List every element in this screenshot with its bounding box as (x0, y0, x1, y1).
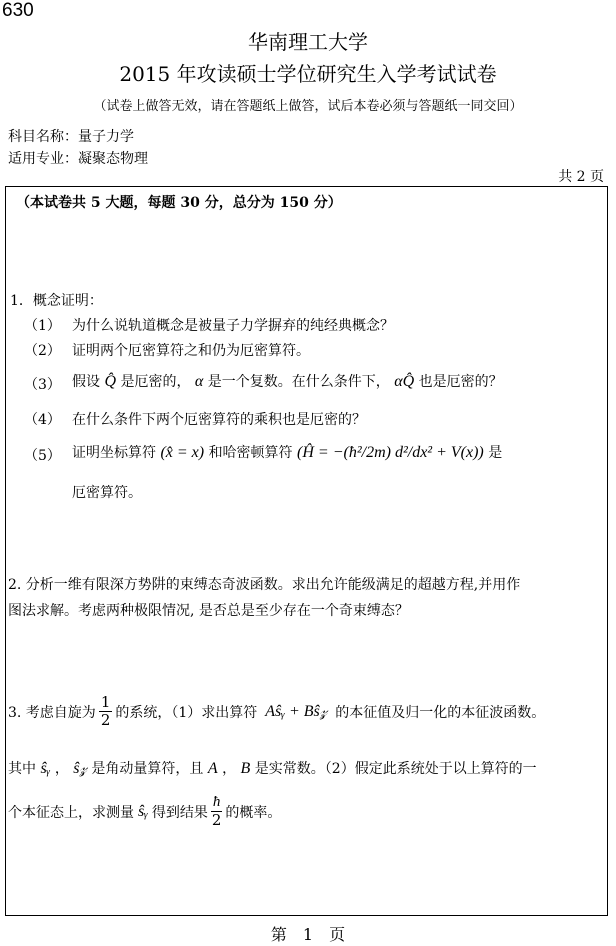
q1-part3-num: （3） (24, 377, 61, 393)
exam-title: 2015 年攻读硕士学位研究生入学考试试卷 (119, 62, 497, 86)
q3-comma: ， (54, 761, 69, 777)
q3-frac1-den: 2 (100, 711, 111, 729)
q1-part4-text: 在什么条件下两个厄密算符的乘积也是厄密的？ (72, 412, 366, 428)
q1-part5-math-hamiltonian: (Ĥ = −(ħ²/2m) d²/dx² + V(x)) (297, 444, 484, 461)
q3-fraction-half (99, 694, 113, 729)
q1-part4-num: （4） (24, 412, 61, 428)
q3-frac2-num: ħ (212, 794, 221, 810)
q3-operator: Aŝᵧ + Bŝ𝓏 (265, 702, 328, 720)
q3-frac1-num: 1 (100, 693, 111, 711)
q1-part3-text-c: 是一个复数。在什么条件下， (207, 374, 390, 390)
q1-part3 (72, 371, 503, 391)
exam-code: 630 (2, 0, 34, 21)
q3-text-c: 的本征值及归一化的本征波函数。 (335, 704, 546, 721)
q3-line3 (8, 794, 281, 829)
q1-part2-text: 证明两个厄密算符之和仍为厄密算符。 (72, 343, 310, 359)
q3-text-d: 其中 (8, 761, 36, 777)
q3-text-e: 是角动量算符，且 (91, 761, 204, 777)
q3-sy: ŝᵧ (40, 760, 51, 777)
q1-part5-math-x: (x̂ = x) (160, 444, 205, 461)
q3-text-h: 得到结果 (151, 804, 208, 821)
q1-part1-num: （1） (24, 318, 61, 334)
q1-part3-text-d: 也是厄密的？ (418, 374, 503, 390)
q1-part5-text-c: 是 (488, 445, 503, 461)
q3-line1 (8, 694, 545, 729)
q1-intro: 1．概念证明： (10, 293, 103, 309)
q2-line1: 2. 分析一维有限深方势阱的束缚态奇波函数。求出允许能级满足的超越方程,并用作 (8, 577, 521, 593)
q3-text-g: 个本征态上，求测量 (8, 804, 134, 821)
q1-part2-num: （2） (24, 343, 61, 359)
q1-part5-num: （5） (24, 448, 61, 464)
page-footer: 第 1 页 (270, 925, 346, 944)
q3-B: B (240, 760, 251, 777)
applicable-major: 适用专业：凝聚态物理 (8, 151, 148, 167)
answer-note: （试卷上做答无效，请在答题纸上做答，试后本卷必须与答题纸一同交回） (93, 99, 523, 114)
page-count: 共 2 页 (558, 169, 604, 185)
q3-fraction-hbar (211, 794, 223, 829)
q3-text-i: 的概率。 (225, 804, 282, 821)
q1-part1-text: 为什么说轨道概念是被量子力学摒弃的纯经典概念？ (72, 318, 394, 334)
q3-frac2-den: 2 (211, 811, 222, 829)
university-name: 华南理工大学 (248, 30, 368, 54)
q1-part5-text-d: 厄密算符。 (72, 485, 142, 501)
q3-text-f: 是实常数。（2）假定此系统处于以上算符的一 (254, 761, 537, 777)
q2-line2: 图法求解。考虑两种极限情况, 是否总是至少存在一个奇束缚态？ (8, 603, 409, 619)
subject-name: 科目名称：量子力学 (8, 129, 134, 145)
q1-part3-math-alpha: α (194, 373, 204, 390)
q1-part5-text-a: 证明坐标算符 (72, 445, 156, 461)
q3-comma2: ， (222, 761, 237, 777)
q1-part5-text-b: 和哈密顿算符 (208, 445, 293, 461)
q1-part5 (72, 442, 502, 462)
q3-sz: ŝ𝓏 (73, 760, 87, 777)
exam-instructions: （本试卷共 5 大题，每题 30 分，总分为 150 分） (16, 195, 342, 211)
q1-part3-math-alphaq: αQ̂ (394, 373, 415, 390)
q3-line2 (8, 758, 537, 778)
q3-text-a: 3. 考虑自旋为 (8, 704, 96, 721)
q3-text-b: 的系统，（1）求出算符 (115, 704, 258, 721)
q3-sy2: ŝᵧ (138, 802, 148, 820)
q1-part3-text-a: 假设 (72, 374, 100, 390)
q3-A: A (207, 760, 218, 777)
q1-part3-math-q: Q̂ (104, 373, 117, 390)
q1-part3-text-b: 是厄密的， (120, 374, 191, 390)
